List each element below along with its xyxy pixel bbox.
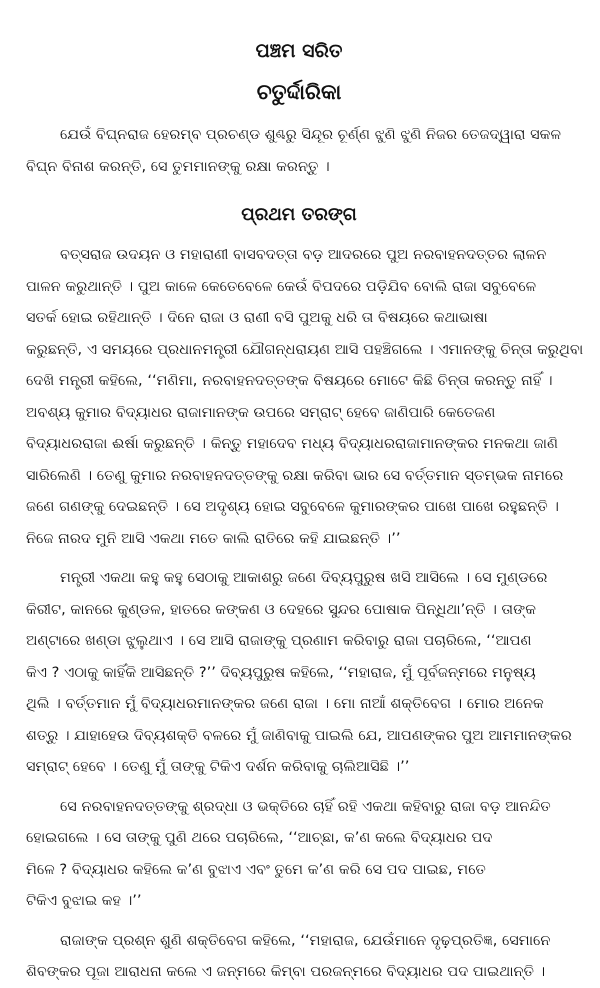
text-line: ସମ୍ରାଟ୍ ହେବେ । ତେଣୁ ମୁଁ ତାଙ୍କୁ ଟିକିଏ ଦର୍ଶନ କରିବାକୁ ଚାଲିଆସିଛି ।’’ (26, 758, 410, 775)
text-line: ମିଳେ ? ବିଦ୍ୟାଧର କହିଲେ କ’ଣ ବୁଝାଏ ଏବଂ ତୁମେ କ’ଣ କରି ସେ ପଦ ପାଇଛ, ମତେ (26, 860, 486, 878)
text-line: ଦେଖି ମନ୍ତ୍ରୀ କହିଲେ, ‘‘ମଣିମା, ନରବାହନଦତ୍ତଙ୍କ ବିଷୟରେ ମୋଟେ କିଛି ଚିନ୍ତା କରନ୍ତୁ ନାହିଁ । (26, 372, 553, 389)
text-line: ହୋଇଗଲେ । ସେ ତାଙ୍କୁ ପୁଣି ଥରେ ପଚାରିଲେ, ‘‘ଆଚ୍ଛା, କ’ଣ କଲେ ବିଦ୍ୟାଧର ପଦ (26, 829, 493, 846)
paragraph-2 (26, 562, 572, 783)
text-line: କିଏ ? ଏଠାକୁ କାହିଁକି ଆସିଛନ୍ତି ?’’ ଦିବ୍ୟପୁରୁଷ କହିଲେ, ‘‘ମହାରାଜ, ମୁଁ ପୂର୍ବଜନ୍ମରେ ମନୁଷ୍ୟ (26, 663, 536, 681)
text-line: ଟିକିଏ ବୁଝାଇ କହ ।’’ (26, 892, 142, 909)
text-line: କରୁଛନ୍ତି, ଏ ସମୟରେ ପ୍ରଧାନମନ୍ତ୍ରୀ ଯୌଗନ୍ଧରାୟଣ ଆସି ପହଞ୍ଚିଗଲେ । ଏମାନଙ୍କୁ ଚିନ୍ତା କରୁଥିବା (26, 340, 584, 358)
paragraph-1 (26, 239, 584, 554)
section-heading: ପ୍ରଥମ ତରଙ୍ଗ (241, 204, 357, 225)
text-line: ଥିଲି । ବର୍ତ୍ତମାନ ମୁଁ ବିଦ୍ୟାଧରମାନଙ୍କର ଜଣେ ରାଜା । ମୋ ନାଆଁ ଶକ୍ତିବେଗ । ମୋର ଅନେକ (26, 695, 544, 712)
paragraph-4 (26, 925, 572, 988)
chapter-heading: ପଞ୍ଚମ ସରିତ (255, 40, 343, 62)
text-line: ସତର୍କ ହୋଇ ରହିଥାନ୍ତି । ଦିନେ ରାଜା ଓ ରାଣୀ ବସି ପୁଅକୁ ଧରି ତା ବିଷୟରେ କଥାଭାଷା (26, 309, 488, 326)
text-line: ବତ୍ସରାଜ ଉଦୟନ ଓ ମହାରାଣୀ ବାସବଦତ୍ତା ବଡ଼ ଆଦରରେ ପୁଅ ନରବାହନଦତ୍ତର ଲାଳନ (60, 246, 547, 263)
text-line: ଶତ୍ରୁ । ଯାହାହେଉ ଦିବ୍ୟଶକ୍ତି ବଳରେ ମୁଁ ଜାଣିବାକୁ ପାଇଲି ଯେ, ଆପଣଙ୍କର ପୁଅ ଆମମାନଙ୍କର (26, 726, 572, 744)
text-line: ଶିବଙ୍କର ପୂଜା ଆରାଧନା କଲେ ଏ ଜନ୍ମରେ କିମ୍ବା ପରଜନ୍ମରେ ବିଦ୍ୟାଧର ପଦ ପାଇଥାନ୍ତି । (26, 963, 546, 980)
book-title: ଚତୁର୍ଦ୍ଦାରିକା (256, 80, 342, 104)
paragraph-3 (26, 791, 572, 917)
text-line: ଅବଶ୍ୟ କୁମାର ବିଦ୍ୟାଧର ରାଜାମାନଙ୍କ ଉପରେ ସମ୍ରାଟ୍ ହେବେ ଜାଣିପାରି କେତେଜଣ (26, 403, 496, 421)
text-line: ବିଘ୍ନ ବିନାଶ କରନ୍ତି, ସେ ତୁମମାନଙ୍କୁ ରକ୍ଷା କରନ୍ତୁ । (26, 157, 330, 175)
text-line: ରାଜାଙ୍କ ପ୍ରଶ୍ନ ଶୁଣି ଶକ୍ତିବେଗ କହିଲେ, ‘‘ମହାରାଜ, ଯେଉଁମାନେ ଦୃଢ଼ପ୍ରତିଜ୍ଞ, ସେମାନେ (60, 931, 551, 949)
invocation-paragraph (26, 119, 572, 182)
text-line: ଯେଉଁ ବିଘ୍ନରାଜ ହେରମ୍ବ ପ୍ରଚଣ୍ଡ ଶୁଣ୍ଢରୁ ସିନ୍ଦୂର ଚୂର୍ଣ୍ଣ ଝୁଣି ଝୁଣି ନିଜର ତେଜଦ୍ୱାରା ସକଳ (60, 126, 562, 143)
text-line: ପାଳନ କରୁଥାନ୍ତି । ପୁଅ କାଳେ କେତେବେଳେ କେଉଁ ବିପଦରେ ପଡ଼ିଯିବ ବୋଲି ରାଜା ସବୁବେଳେ (26, 277, 537, 295)
text-line: ଅଣ୍ଟାରେ ଖଣ୍ଡା ଝୁଲୁଥାଏ । ସେ ଆସି ରାଜାଙ୍କୁ ପ୍ରଣାମ କରିବାରୁ ରାଜା ପଚାରିଲେ, ‘‘ଆପଣ (26, 632, 532, 649)
text-line: ସାରିଲେଣି । ତେଣୁ କୁମାର ନରବାହନଦତ୍ତଙ୍କୁ ରକ୍ଷା କରିବା ଭାର ସେ ବର୍ତ୍ତମାନ ସ୍ତମ୍ଭକ ନାମରେ (26, 466, 564, 484)
text-line: କିରୀଟ, କାନରେ କୁଣ୍ଡଳ, ହାତରେ କଙ୍କଣ ଓ ଦେହରେ ସୁନ୍ଦର ପୋଷାକ ପିନ୍ଧିଥା’ନ୍ତି । ତାଙ୍କ (26, 600, 536, 618)
text-line: ବିଦ୍ୟାଧରରାଜା ଈର୍ଷା କରୁଛନ୍ତି । କିନ୍ତୁ ମହାଦେବ ମଧ୍ୟ ବିଦ୍ୟାଧରରାଜାମାନଙ୍କର ମନକଥା ଜାଣି (26, 435, 559, 452)
text-line: ମନ୍ତ୍ରୀ ଏକଥା କହୁ କହୁ ସେଠାକୁ ଆକାଶରୁ ଜଣେ ଦିବ୍ୟପୁରୁଷ ଖସି ଆସିଲେ । ସେ ମୁଣ୍ଡରେ (60, 569, 548, 586)
text-line: ଜଣେ ଗଣଙ୍କୁ ଦେଇଛନ୍ତି । ସେ ଅଦୃଶ୍ୟ ହୋଇ ସବୁବେଳେ କୁମାରଙ୍କର ପାଖେ ପାଖେ ରହୁଛନ୍ତି । (26, 498, 559, 515)
text-line: ସେ ନରବାହନଦତ୍ତଙ୍କୁ ଶ୍ରଦ୍ଧା ଓ ଭକ୍ତିରେ ଚାହିଁ ରହି ଏକଥା କହିବାରୁ ରାଜା ବଡ଼ ଆନନ୍ଦିତ (60, 797, 551, 815)
text-line: ନିଜେ ନାରଦ ମୁନି ଆସି ଏକଥା ମତେ କାଲି ରାତିରେ କହି ଯାଇଛନ୍ତି ।’’ (26, 529, 401, 547)
